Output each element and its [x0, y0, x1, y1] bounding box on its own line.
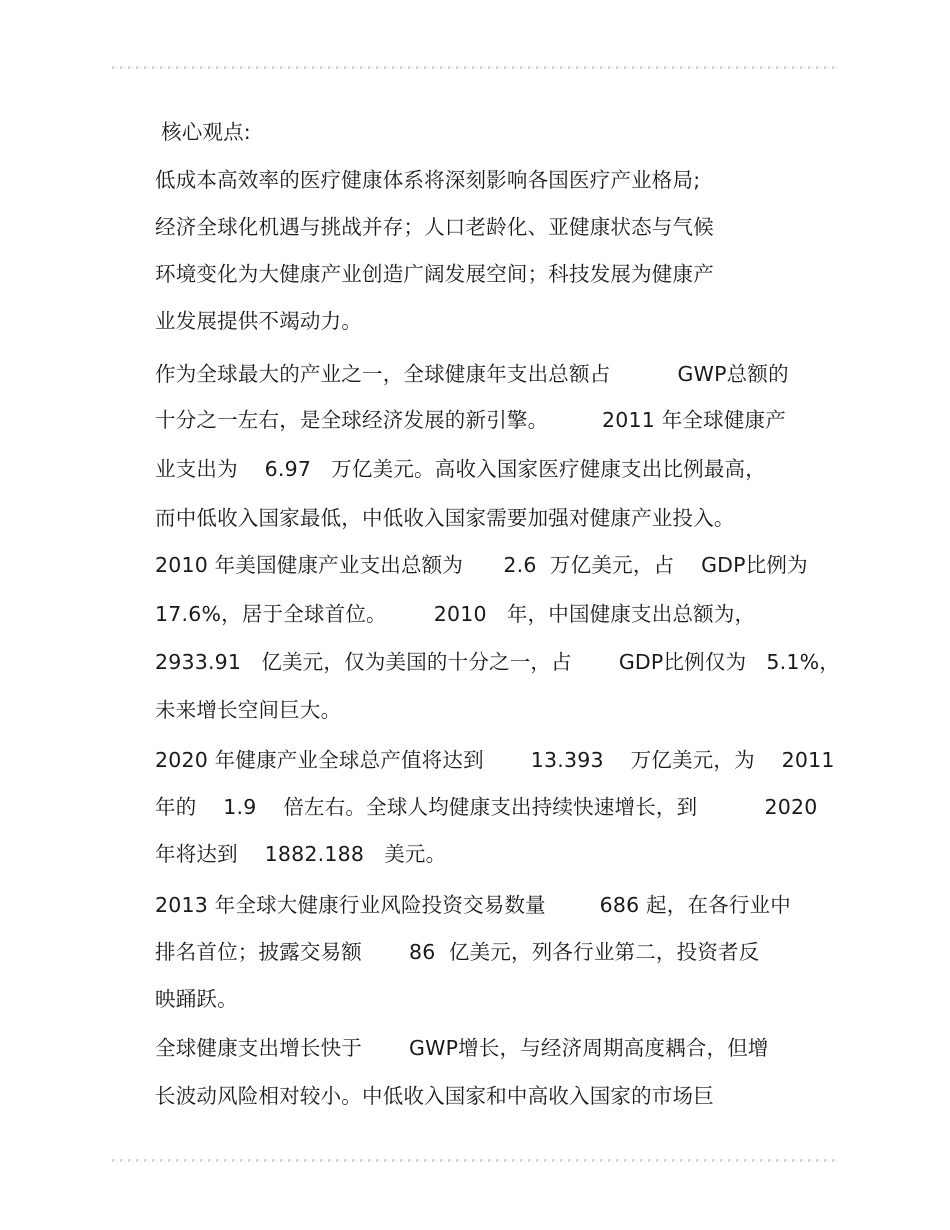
paragraph-line: 2933.91 亿美元，仅为美国的十分之一，占 GDP比例仅为 5.1%，: [155, 650, 840, 674]
paragraph-line: 环境变化为大健康产业创造广阔发展空间；科技发展为健康产: [155, 262, 714, 286]
header-rule: [112, 66, 840, 69]
paragraph-line: 业发展提供不竭动力。: [155, 309, 362, 333]
paragraph-line: 全球健康支出增长快于 GWP增长，与经济周期高度耦合，但增: [155, 1036, 769, 1060]
paragraph-line: 2013 年全球大健康行业风险投资交易数量 686 起，在各行业中: [155, 893, 791, 917]
footer-rule: [112, 1159, 840, 1162]
paragraph-line: 排名首位；披露交易额 86 亿美元，列各行业第二，投资者反: [155, 940, 760, 964]
paragraph-line: 17.6%，居于全球首位。 2010 年，中国健康支出总额为，: [155, 602, 756, 626]
paragraph-line: 经济全球化机遇与挑战并存；人口老龄化、亚健康状态与气候: [155, 215, 714, 239]
paragraph-line: 长波动风险相对较小。中低收入国家和中高收入国家的市场巨: [155, 1084, 714, 1108]
paragraph-line: 低成本高效率的医疗健康体系将深刻影响各国医疗产业格局;: [155, 168, 701, 192]
paragraph-line: 2010 年美国健康产业支出总额为 2.6 万亿美元，占 GDP比例为: [155, 553, 808, 577]
paragraph-line: 未来增长空间巨大。: [155, 698, 342, 722]
paragraph-line: 而中低收入国家最低，中低收入国家需要加强对健康产业投入。: [155, 506, 735, 530]
paragraph-line: 映踊跃。: [155, 987, 238, 1011]
paragraph-line: 业支出为 6.97 万亿美元。高收入国家医疗健康支出比例最高，: [155, 457, 766, 481]
paragraph-line: 2020 年健康产业全球总产值将达到 13.393 万亿美元，为 2011: [155, 748, 835, 772]
paragraph-line: 年将达到 1882.188 美元。: [155, 842, 447, 866]
paragraph-line: 年的 1.9 倍左右。全球人均健康支出持续快速增长，到 2020: [155, 795, 818, 819]
paragraph-line: 十分之一左右，是全球经济发展的新引擎。 2011 年全球健康产: [155, 408, 786, 432]
section-heading: 核心观点:: [161, 120, 251, 144]
paragraph-line: 作为全球最大的产业之一，全球健康年支出总额占 GWP总额的: [155, 362, 789, 386]
